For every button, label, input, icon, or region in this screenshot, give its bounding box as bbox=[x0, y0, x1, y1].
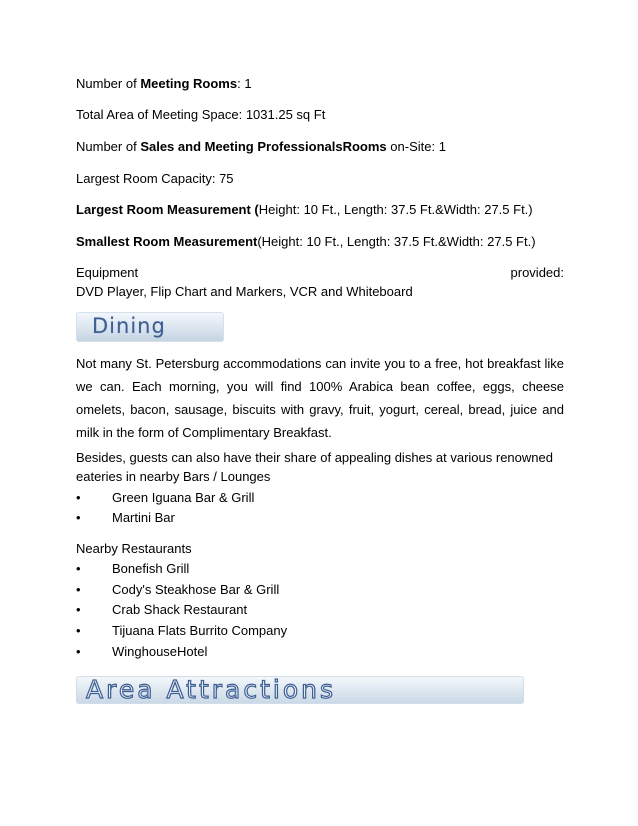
besides-line-2: eateries in nearby Bars / Lounges bbox=[76, 469, 271, 484]
list-item bbox=[76, 582, 279, 598]
restaurant-name: Tijuana Flats Burrito Company bbox=[112, 623, 288, 638]
list-item bbox=[76, 644, 207, 660]
bullet-icon: • bbox=[76, 510, 81, 525]
total-area-line: Total Area of Meeting Space: 1031.25 sq Ft bbox=[76, 107, 326, 122]
list-item bbox=[76, 490, 254, 506]
smallest-room-line bbox=[76, 234, 564, 250]
bullet-icon: • bbox=[76, 602, 81, 617]
restaurant-name: Crab Shack Restaurant bbox=[112, 602, 248, 617]
text: (Height: 10 Ft., Length: 37.5 Ft.&Width: 27.5 Ft.) bbox=[257, 234, 536, 249]
bar-name: Green Iguana Bar & Grill bbox=[112, 490, 255, 505]
bullet-icon: • bbox=[76, 490, 81, 505]
bold-text: Sales and Meeting ProfessionalsRooms bbox=[140, 139, 387, 154]
capacity-line: Largest Room Capacity: 75 bbox=[76, 171, 234, 186]
text: on-Site: 1 bbox=[386, 139, 446, 154]
text: : 1 bbox=[237, 76, 252, 91]
restaurant-name: Cody's Steakhose Bar & Grill bbox=[112, 582, 280, 597]
bullet-icon: • bbox=[76, 582, 81, 597]
bold-text: Smallest Room Measurement bbox=[76, 234, 258, 249]
list-item bbox=[76, 602, 247, 618]
equipment-line bbox=[76, 265, 564, 281]
dining-banner-text: Dining bbox=[92, 314, 166, 338]
bold-text: Meeting Rooms bbox=[140, 76, 238, 91]
besides-line-1: Besides, guests can also have their share of appealing dishes at various renowned bbox=[76, 450, 553, 465]
equipment-provided: provided: bbox=[510, 265, 564, 280]
dining-banner bbox=[76, 312, 224, 342]
breakfast-paragraph: Not many St. Petersburg accommodations can invite you to a free, hot breakfast like we can. Each morning, you will find 100% Arabica bean coffee, eggs, cheese omelets, bacon, sausage, biscuits with gravy, fruit, yogurt, cereal, bread, juice and milk in the form of Complimentary Breakfast. bbox=[76, 356, 564, 440]
list-item bbox=[76, 510, 175, 526]
bullet-icon: • bbox=[76, 644, 81, 659]
text: Number of bbox=[76, 76, 141, 91]
text: Height: 10 Ft., Length: 37.5 Ft.&Width: 27.5 Ft.) bbox=[258, 202, 533, 217]
text: Number of bbox=[76, 139, 141, 154]
bold-text: Largest Room Measurement ( bbox=[76, 202, 259, 217]
list-item bbox=[76, 623, 287, 639]
area-attractions-banner-text: Area Attractions bbox=[86, 675, 337, 704]
list-item bbox=[76, 561, 189, 577]
equipment-list: DVD Player, Flip Chart and Markers, VCR and Whiteboard bbox=[76, 284, 413, 299]
restaurants-heading: Nearby Restaurants bbox=[76, 541, 192, 556]
sales-professionals-line bbox=[76, 139, 564, 155]
bullet-icon: • bbox=[76, 561, 81, 576]
bullet-icon: • bbox=[76, 623, 81, 638]
meeting-rooms-line bbox=[76, 76, 564, 92]
bar-name: Martini Bar bbox=[112, 510, 175, 525]
restaurant-name: Bonefish Grill bbox=[112, 561, 190, 576]
equipment-label: Equipment bbox=[76, 265, 139, 280]
restaurant-name: WinghouseHotel bbox=[112, 644, 208, 659]
largest-room-line bbox=[76, 202, 564, 218]
area-attractions-banner bbox=[76, 676, 524, 704]
